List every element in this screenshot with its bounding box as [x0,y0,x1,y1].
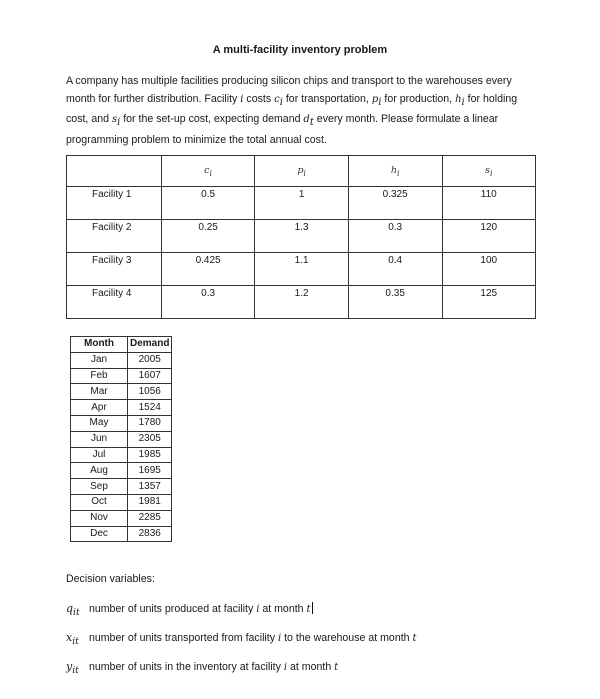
cell-h: 0.3 [348,220,442,253]
facility-cost-table [66,155,536,319]
demand-cell: 2836 [128,526,172,542]
table-row [67,286,536,319]
decision-variables-heading: Decision variables: [66,573,155,585]
document-title: A multi-facility inventory problem [212,44,388,56]
table-row [71,431,172,447]
cell-c: 0.425 [161,253,255,286]
variable-symbol: $q_{it}$ [66,602,80,619]
table-row [71,494,172,510]
table-row [71,447,172,463]
variable-symbol: $y_{it}$ [66,660,79,677]
month-cell: Apr [71,400,128,416]
cell-c: 0.25 [161,220,255,253]
month-cell: Dec [71,526,128,542]
cell-p: 1.1 [255,253,348,286]
cell-s: 125 [442,286,535,319]
month-cell: Oct [71,494,128,510]
cell-c: 0.3 [161,286,255,319]
header-h: $h_i$ [348,156,442,187]
table-row [71,526,172,542]
problem-statement: A company has multiple facilities producing silicon chips and transport to the warehouses every month for further distribution. Facility i costs $c_i$ for transportation, $p_i$ for production, $h_i$ for holding cost, and $s_i$ for the set-up cost, expecting demand $d_t$ every month. Please formulate a linear programming problem to minimize the total annual cost. [66,75,518,146]
month-cell: Sep [71,479,128,495]
cell-h: 0.4 [348,253,442,286]
row-label: Facility 4 [67,286,162,319]
demand-cell: 2305 [128,431,172,447]
decision-variable-q[interactable]: $q_{it}$ number of units produced at facility i at month t [66,602,311,619]
cell-s: 110 [442,187,535,220]
table-row [71,368,172,384]
demand-cell: 1985 [128,447,172,463]
demand-cell: 1524 [128,400,172,416]
month-cell: May [71,415,128,431]
decision-variable-y[interactable]: $y_{it}$ number of units in the inventory at facility i at month t [66,660,339,677]
cell-c: 0.5 [161,187,255,220]
month-cell: Mar [71,384,128,400]
table-row [71,463,172,479]
corner-cell [67,156,162,187]
month-cell: Jul [71,447,128,463]
row-label: Facility 3 [67,253,162,286]
demand-cell: 2005 [128,352,172,368]
table-row [71,510,172,526]
table-row [67,220,536,253]
facility-table-header [67,156,536,187]
month-cell: Aug [71,463,128,479]
month-cell: Jan [71,352,128,368]
cell-h: 0.325 [348,187,442,220]
cell-p: 1 [255,187,348,220]
table-row [67,187,536,220]
demand-cell: 2285 [128,510,172,526]
month-cell: Feb [71,368,128,384]
demand-cell: 1981 [128,494,172,510]
table-row [67,253,536,286]
cell-s: 120 [442,220,535,253]
demand-cell: 1607 [128,368,172,384]
month-cell: Nov [71,510,128,526]
header-p: $p_i$ [255,156,348,187]
demand-cell: 1056 [128,384,172,400]
table-row [71,479,172,495]
monthly-demand-table [70,336,172,542]
text-cursor [312,602,313,614]
table-row [71,352,172,368]
header-month: Month [71,337,128,353]
variable-symbol: $x_{it}$ [66,631,79,648]
table-row [71,415,172,431]
row-label: Facility 1 [67,187,162,220]
month-cell: Jun [71,431,128,447]
row-label: Facility 2 [67,220,162,253]
demand-cell: 1780 [128,415,172,431]
header-c: $c_i$ [161,156,255,187]
cell-p: 1.2 [255,286,348,319]
cell-s: 100 [442,253,535,286]
table-row [71,400,172,416]
demand-table-header [71,337,172,353]
cell-h: 0.35 [348,286,442,319]
demand-cell: 1695 [128,463,172,479]
cell-p: 1.3 [255,220,348,253]
decision-variable-x[interactable]: $x_{it}$ number of units transported from facility i to the warehouse at month t [66,631,417,648]
header-demand: Demand [128,337,172,353]
demand-cell: 1357 [128,479,172,495]
table-row [71,384,172,400]
header-s: $s_i$ [442,156,535,187]
